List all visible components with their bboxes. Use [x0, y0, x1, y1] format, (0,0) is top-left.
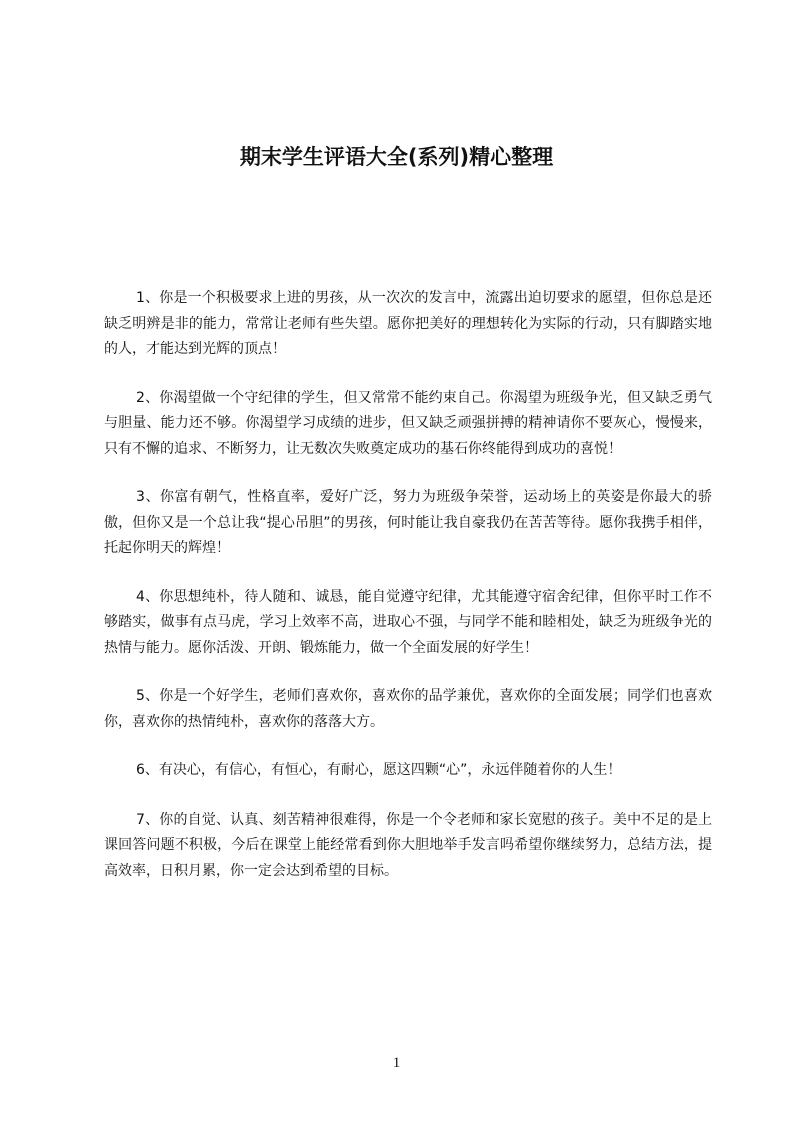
paragraph-6: 6、有决心，有信心，有恒心，有耐心，愿这四颗“心”，永远伴随着你的人生！	[136, 762, 622, 778]
document-title: 期末学生评语大全(系列)精心整理	[239, 145, 554, 169]
paragraph-3: 3、你富有朝气，性格直率，爱好广泛，努力为班级争荣誉，运动场上的英姿是你最大的骄傲，但你又是一个总让我“提心吊胆”的男孩，何时能让我自豪我仍在苦苦等待。愿你我携手相伴，托起你明天的辉煌！	[104, 489, 712, 556]
paragraph-1: 1、你是一个积极要求上进的男孩，从一次次的发言中，流露出迫切要求的愿望，但你总是还缺乏明辨是非的能力，常常让老师有些失望。愿你把美好的理想转化为实际的行动，只有脚踏实地的人，才能达到光辉的顶点！	[104, 290, 712, 357]
page-number: 1	[392, 1055, 401, 1071]
paragraph-7: 7、你的自觉、认真、刻苦精神很难得，你是一个令老师和家长宽慰的孩子。美中不足的是上课回答问题不积极，今后在课堂上能经常看到你大胆地举手发言吗希望你继续努力，总结方法，提高效率，日积月累，你一定会达到希望的目标。	[104, 811, 712, 879]
paragraph-4: 4、你思想纯朴，待人随和、诚恳，能自觉遵守纪律，尤其能遵守宿舍纪律，但你平时工作不够踏实，做事有点马虎，学习上效率不高，进取心不强，与同学不能和睦相处，缺乏为班级争光的热情与能力。愿你活泼、开朗、锻炼能力，做一个全面发展的好学生！	[104, 588, 712, 656]
paragraph-5: 5、你是一个好学生，老师们喜欢你，喜欢你的品学兼优，喜欢你的全面发展；同学们也喜欢你，喜欢你的热情纯朴，喜欢你的落落大方。	[104, 688, 712, 730]
paragraph-2: 2、你渴望做一个守纪律的学生，但又常常不能约束自己。你渴望为班级争光，但又缺乏勇气与胆量、能力还不够。你渴望学习成绩的进步，但又缺乏顽强拼搏的精神请你不要灰心，慢慢来，只有不懈的追求、不断努力，让无数次失败奠定成功的基石你终能得到成功的喜悦！	[104, 389, 712, 457]
document-body	[104, 286, 712, 884]
